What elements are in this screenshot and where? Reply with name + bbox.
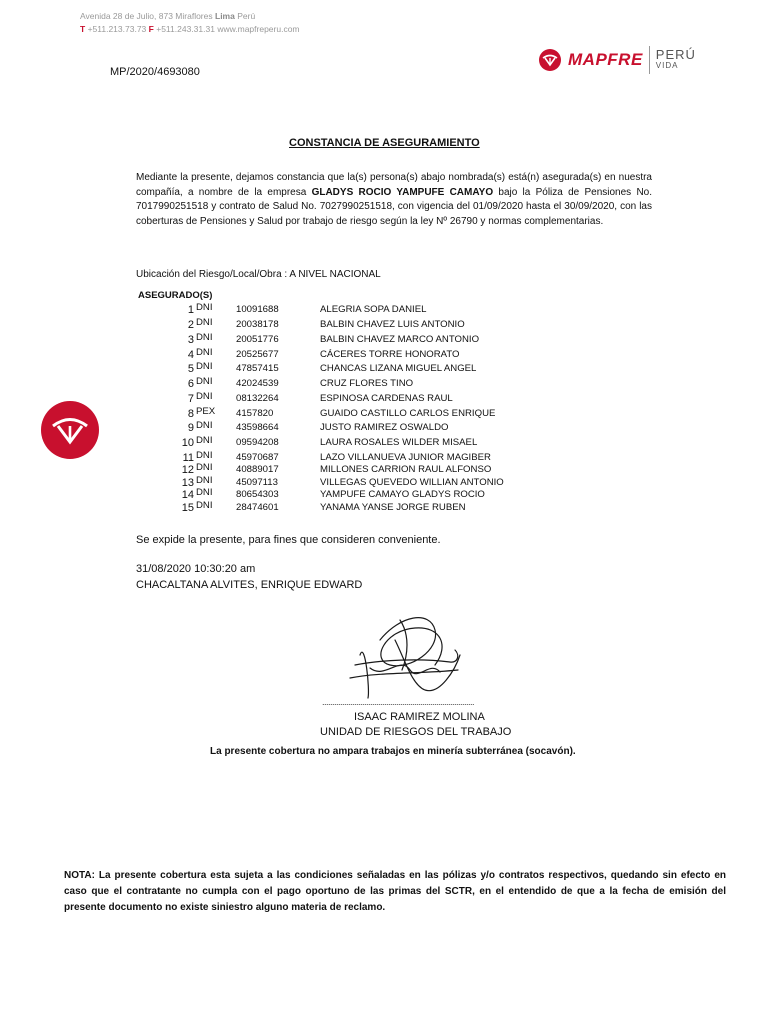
header-address — [80, 11, 255, 21]
document-number: 47857415 — [236, 363, 279, 374]
document-type: DNI — [196, 361, 213, 372]
insured-label: ASEGURADO(S) — [138, 290, 213, 301]
handwritten-signature — [340, 610, 470, 705]
document-type: DNI — [196, 435, 213, 446]
signatory-name: ISAAC RAMIREZ MOLINA — [354, 711, 485, 723]
header-contacts — [80, 24, 300, 34]
insured-name: BALBIN CHAVEZ MARCO ANTONIO — [320, 334, 480, 345]
risk-location: Ubicación del Riesgo/Local/Obra : A NIVEL NACIONAL — [136, 269, 381, 280]
insured-name: ALEGRIA SOPA DANIEL — [320, 304, 427, 315]
row-number: 13 — [181, 477, 194, 489]
document-number: 45097113 — [236, 477, 278, 488]
insured-name: CHANCAS LIZANA MIGUEL ANGEL — [320, 363, 477, 374]
document-number: 20525677 — [236, 349, 279, 360]
insured-name: GUAIDO CASTILLO CARLOS ENRIQUE — [320, 408, 496, 419]
row-number: 8 — [187, 408, 194, 420]
logo-country: PERÚ — [655, 47, 696, 62]
logo-brand: MAPFRE — [568, 50, 643, 69]
document-number: 45970687 — [236, 452, 279, 463]
legal-note: NOTA: La presente cobertura esta sujeta a las condiciones señaladas en las pólizas y/o contratos respectivos, quedando sin efecto en caso que el contratante no cumpla con el pago oportuno de las primas del SCTR, en el entendido de que a la fecha de emisión del presente documento no existe siniestro alguno materia de reclamo. — [64, 870, 726, 913]
phone-f-label: F — [148, 24, 154, 34]
closing-text: Se expide la presente, para fines que consideren conveniente. — [136, 534, 441, 546]
row-number: 3 — [187, 334, 194, 346]
row-number: 11 — [182, 452, 194, 464]
mapfre-side-emblem-icon — [40, 400, 100, 460]
logo-country-block — [656, 49, 696, 71]
website-link[interactable]: www.mapfreperu.com — [217, 24, 300, 34]
row-number: 10 — [181, 437, 194, 449]
insured-name: LAURA ROSALES WILDER MISAEL — [320, 437, 478, 448]
document-number: 08132264 — [236, 393, 279, 404]
document-type: DNI — [196, 462, 213, 473]
insured-list — [138, 304, 638, 524]
issuer-name: CHACALTANA ALVITES, ENRIQUE EDWARD — [136, 579, 363, 591]
insured-name: ESPINOSA CARDENAS RAUL — [320, 393, 453, 404]
body-text-b: bajo la Póliza de Pensiones No. 7017990251518 y contrato de Salud No. 7027990251518, con vigencia del 01/09/2020 hasta el 30/09/2020, con las coberturas de Pensiones y Salud por trabajo de riesgo según la ley Nº 26790 y normas complementarias. — [136, 186, 653, 227]
document-type: DNI — [196, 332, 213, 343]
mapfre-logo — [538, 46, 696, 74]
row-number: 14 — [181, 489, 194, 501]
page-title: CONSTANCIA DE ASEGURAMIENTO — [289, 137, 480, 149]
row-number: 12 — [181, 464, 194, 476]
document-number: 20038178 — [236, 319, 279, 330]
document-type: PEX — [196, 406, 216, 417]
body-paragraph — [136, 171, 652, 229]
row-number: 15 — [181, 502, 194, 514]
row-number: 6 — [187, 378, 194, 390]
document-number: 4157820 — [236, 408, 274, 419]
logo-line: VIDA — [655, 61, 679, 70]
address-city: Lima — [215, 11, 235, 21]
row-number: 9 — [187, 422, 194, 434]
insured-name: JUSTO RAMIREZ OSWALDO — [320, 422, 449, 433]
phone-f: +511.243.31.31 — [156, 24, 215, 34]
phone-t: +511.213.73.73 — [87, 24, 147, 34]
insured-name: YANAMA YANSE JORGE RUBEN — [320, 502, 466, 513]
document-number: 09594208 — [236, 437, 279, 448]
document-type: DNI — [196, 487, 213, 498]
insured-name: LAZO VILLANUEVA JUNIOR MAGIBER — [320, 452, 491, 463]
document-type: DNI — [196, 317, 213, 328]
insured-name: BALBIN CHAVEZ LUIS ANTONIO — [320, 319, 465, 330]
document-number: 43598664 — [236, 422, 279, 433]
logo-divider — [649, 46, 650, 74]
document-type: DNI — [196, 500, 213, 511]
coverage-note: La presente cobertura no ampara trabajos en minería subterránea (socavón). — [210, 746, 576, 757]
document-number: 80654303 — [236, 489, 279, 500]
body-text-a: Mediante la presente, dejamos constancia que la(s) persona(s) abajo nombrada(s) está(n) asegurada(s) en nuestra compañía, a nombre de la empresa — [136, 172, 652, 198]
document-type: DNI — [196, 475, 213, 486]
document-type: DNI — [196, 420, 213, 431]
document-number: 20051776 — [236, 334, 279, 345]
insured-name: CRUZ FLORES TINO — [320, 378, 414, 389]
row-number: 2 — [187, 319, 194, 331]
row-number: 1 — [187, 304, 194, 316]
signatory-unit: UNIDAD DE RIESGOS DEL TRABAJO — [320, 726, 512, 738]
row-number: 4 — [187, 349, 194, 361]
address-country: Perú — [237, 11, 256, 21]
insured-name: MILLONES CARRION RAUL ALFONSO — [320, 464, 492, 475]
document-type: DNI — [196, 391, 213, 402]
row-number: 5 — [187, 363, 194, 375]
document-number: 42024539 — [236, 378, 279, 389]
insured-name: CÁCERES TORRE HONORATO — [320, 349, 460, 360]
reference-number: MP/2020/4693080 — [110, 66, 200, 78]
phone-t-label: T — [80, 24, 86, 34]
document-type: DNI — [196, 376, 213, 387]
insured-name: YAMPUFE CAMAYO GLADYS ROCIO — [320, 489, 485, 500]
signature-dotted-line: ............................................................................ — [322, 697, 475, 707]
insured-name: VILLEGAS QUEVEDO WILLIAN ANTONIO — [320, 477, 504, 488]
issue-datetime: 31/08/2020 10:30:20 am — [136, 563, 256, 575]
mapfre-emblem-icon — [538, 48, 562, 72]
document-number: 28474601 — [236, 502, 279, 513]
document-number: 10091688 — [236, 304, 279, 315]
document-number: 40889017 — [236, 464, 279, 475]
document-type: DNI — [196, 450, 213, 461]
document-type: DNI — [196, 302, 213, 313]
address-line: Avenida 28 de Julio, 873 Miraflores — [80, 11, 213, 21]
company-name: GLADYS ROCIO YAMPUFE CAMAYO — [311, 186, 494, 198]
document-type: DNI — [196, 347, 213, 358]
row-number: 7 — [187, 393, 194, 405]
